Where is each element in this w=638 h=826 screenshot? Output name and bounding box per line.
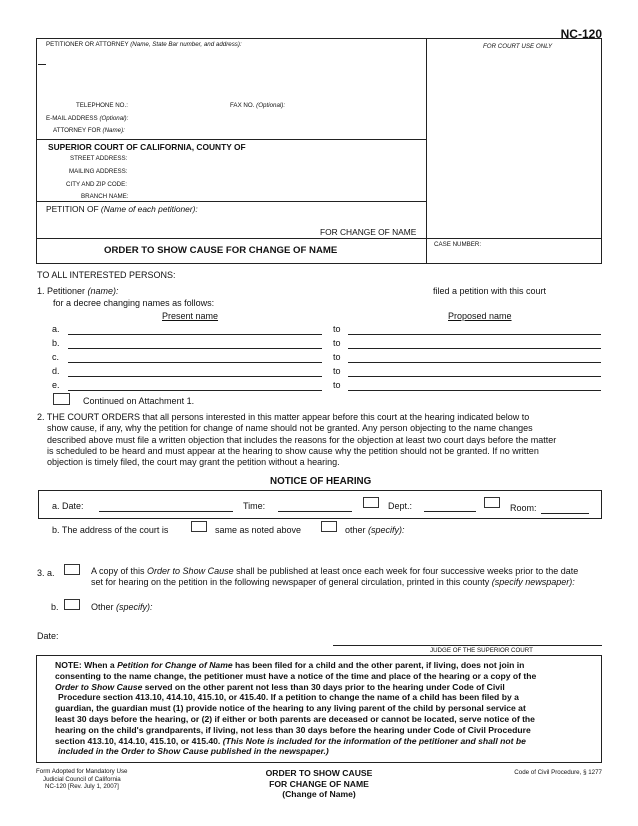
caption-divider — [426, 38, 427, 264]
date-signed-label: Date: — [37, 631, 59, 641]
judge-label: JUDGE OF THE SUPERIOR COURT — [430, 647, 533, 654]
time-field[interactable] — [278, 511, 352, 512]
row-to: to — [333, 352, 341, 362]
dept-checkbox[interactable] — [363, 497, 379, 508]
rule — [36, 201, 426, 202]
item3a-label: 3. a. — [37, 568, 55, 578]
proposed-name-header: Proposed name — [448, 311, 512, 321]
mailing-address-label: MAILING ADDRESS: — [69, 168, 128, 175]
row-to: to — [333, 366, 341, 376]
row-letter: b. — [52, 338, 60, 348]
item1-petitioner: 1. Petitioner (name): — [37, 286, 119, 296]
same-as-noted-label: same as noted above — [215, 525, 302, 535]
proposed-name-line[interactable] — [348, 348, 601, 349]
proposed-name-line[interactable] — [348, 334, 601, 335]
present-name-line[interactable] — [68, 362, 322, 363]
proposed-name-line[interactable] — [348, 376, 601, 377]
telephone-label: TELEPHONE NO.: — [76, 102, 128, 109]
continued-label: Continued on Attachment 1. — [83, 396, 195, 406]
row-to: to — [333, 324, 341, 334]
row-letter: c. — [52, 352, 60, 362]
present-name-header: Present name — [162, 311, 219, 321]
item3a-text: A copy of this Order to Show Cause shall be published at least once each week for four successive weeks prior to the date set for hearing on the petition in the following newspaper of general circulation, printed in this county (specify newspaper): — [91, 566, 579, 588]
attorney-for-label: ATTORNEY FOR (Name): — [53, 127, 125, 134]
note-text: NOTE: When a Petition for Change of Name has been filed for a child and the other parent, if living, does not join in consenting to the name change, the petitioner must have a notice of the time and place of the hearing or a copy of the Order to Show Cause served on the other parent not less than 30 days prior to the hearing under Code of Civil Procedure section 413.10, 414.10, 415.10, or 415.40. If a petition to change the name of a child has been filed by a guardian, the guardian must (1) provide notice of the hearing to any living parent of the child by personal service at least 30 days before the hearing, or (2) if either or both parents are deceased or cannot be located, serve notice of the hearing on the child's grandparents, if living, not less than 30 days before the hearing under Code of Civil Procedure section 413.10, 414.10, 415.10, or 415.40. (This Note is included for the information of the petitioner and shall not be included in the Order to Show Cause published in the newspaper.) — [55, 660, 537, 757]
present-name-line[interactable] — [68, 334, 322, 335]
present-name-line[interactable] — [68, 390, 322, 391]
present-name-line[interactable] — [68, 348, 322, 349]
rule — [36, 139, 426, 140]
for-change-of-name-label: FOR CHANGE OF NAME — [320, 227, 417, 237]
footer-title: ORDER TO SHOW CAUSE FOR CHANGE OF NAME (Change of Name) — [265, 768, 373, 799]
petition-of-label: PETITION OF (Name of each petitioner): — [46, 204, 198, 214]
continued-checkbox[interactable] — [53, 393, 70, 405]
time-label: Time: — [243, 501, 266, 511]
item2-text: 2. THE COURT ORDERS that all persons interested in this matter appear before this court at the hearing indicated below to show cause, if any, why the petition for change of name should not be granted. Any person objecting to the name changes described above must file a written objection that includes the reasons for the objection at least two court days before the matter is scheduled to be heard and must appear at the hearing to show cause why the petition should not be granted. If no written objection is timely filed, the court may grant the petition without a hearing. — [37, 412, 557, 468]
rule — [38, 64, 46, 65]
row-to: to — [333, 380, 341, 390]
publish-checkbox[interactable] — [64, 564, 80, 575]
date-label: a. Date: — [52, 501, 84, 511]
filed-petition-text: filed a petition with this court — [433, 286, 547, 296]
to-all-interested: TO ALL INTERESTED PERSONS: — [37, 270, 176, 280]
notice-heading: NOTICE OF HEARING — [270, 476, 372, 487]
date-field[interactable] — [99, 511, 233, 512]
street-address-label: STREET ADDRESS: — [70, 155, 128, 162]
row-letter: e. — [52, 380, 60, 390]
item3b-other: Other (specify): — [91, 602, 153, 612]
rule — [36, 238, 602, 239]
other-checkbox[interactable] — [64, 599, 80, 610]
form-number: NC-120 — [560, 27, 602, 41]
decree-text: for a decree changing names as follows: — [53, 298, 215, 308]
city-zip-label: CITY AND ZIP CODE: — [66, 181, 127, 188]
room-checkbox[interactable] — [484, 497, 500, 508]
dept-field[interactable] — [424, 511, 476, 512]
case-number-label: CASE NUMBER: — [434, 241, 482, 248]
other-address-checkbox[interactable] — [321, 521, 337, 532]
present-name-line[interactable] — [68, 376, 322, 377]
room-field[interactable] — [541, 513, 589, 514]
petitioner-attorney-label: PETITIONER OR ATTORNEY (Name, State Bar number, and address): — [46, 41, 242, 48]
judge-signature-line[interactable] — [333, 645, 602, 646]
item3b-label: b. — [51, 602, 59, 612]
row-letter: a. — [52, 324, 60, 334]
footer-code: Code of Civil Procedure, § 1277 — [514, 769, 602, 776]
court-heading: SUPERIOR COURT OF CALIFORNIA, COUNTY OF — [48, 142, 246, 152]
same-as-noted-checkbox[interactable] — [191, 521, 207, 532]
branch-name-label: BRANCH NAME: — [81, 193, 129, 200]
other-address-label: other (specify): — [345, 525, 405, 535]
footer-left: Form Adopted for Mandatory Use Judicial Council of California NC-120 [Rev. July 1, 2007] — [36, 768, 128, 791]
email-label: E-MAIL ADDRESS (Optional): — [46, 115, 129, 122]
for-court-use-label: FOR COURT USE ONLY — [483, 43, 553, 50]
row-letter: d. — [52, 366, 60, 376]
caption-title: ORDER TO SHOW CAUSE FOR CHANGE OF NAME — [104, 245, 338, 256]
court-address-label: b. The address of the court is — [52, 525, 169, 535]
room-label: Room: — [510, 503, 537, 513]
proposed-name-line[interactable] — [348, 362, 601, 363]
proposed-name-line[interactable] — [348, 390, 601, 391]
dept-label: Dept.: — [388, 501, 413, 511]
row-to: to — [333, 338, 341, 348]
fax-label: FAX NO. (Optional): — [230, 102, 286, 109]
